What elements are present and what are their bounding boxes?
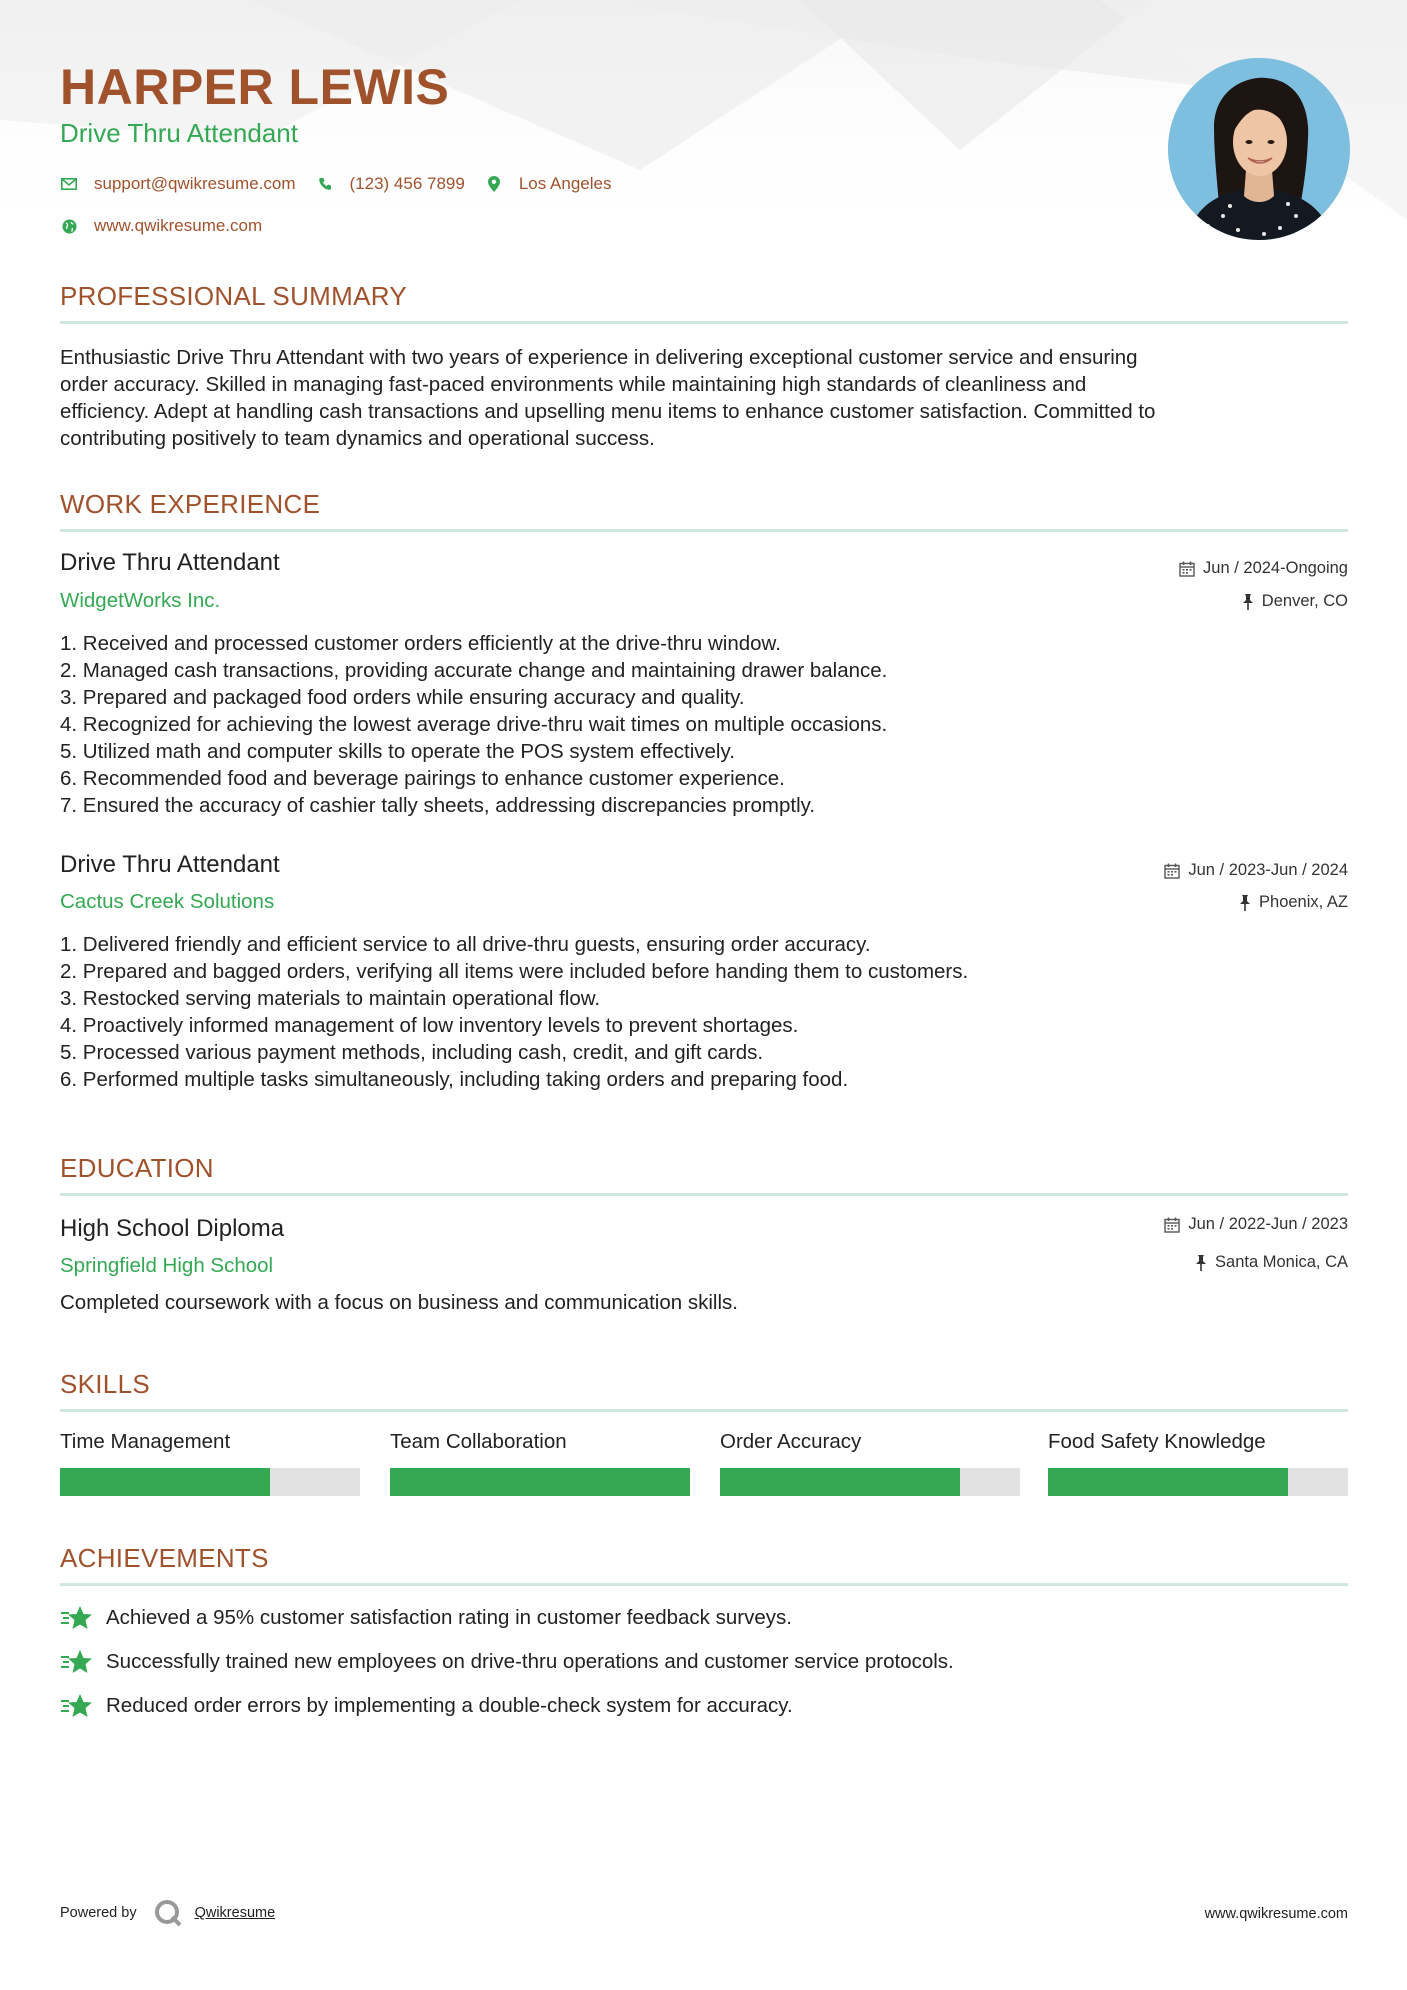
skill-label: Time Management xyxy=(60,1430,231,1453)
phone-icon xyxy=(316,175,334,193)
contact-line-1 xyxy=(60,172,631,196)
list-item: 6. Performed multiple tasks simultaneously, including taking orders and preparing food. xyxy=(60,1068,849,1091)
list-item: 1. Delivered friendly and efficient service to all drive-thru guests, ensuring order accuracy. xyxy=(60,933,871,956)
summary-line: efficiency. Adept at handling cash transactions and upselling menu items to enhance customer satisfaction. Committed to xyxy=(60,400,1156,423)
skill-item xyxy=(1048,1430,1348,1496)
skill-label: Food Safety Knowledge xyxy=(1048,1430,1266,1453)
achievement-text: Achieved a 95% customer satisfaction rating in customer feedback surveys. xyxy=(106,1606,792,1629)
skill-bar-fill xyxy=(60,1468,270,1496)
list-item: 6. Recommended food and beverage pairings to enhance customer experience. xyxy=(60,767,785,790)
school-name: Springfield High School xyxy=(60,1254,274,1277)
contact-line-2 xyxy=(60,214,631,238)
skill-item xyxy=(390,1430,690,1496)
section-divider xyxy=(60,321,1348,324)
summary-line: order accuracy. Skilled in managing fast-paced environments while maintaining high standards of cleanliness and xyxy=(60,373,1087,396)
star-achievement-icon xyxy=(60,1649,92,1675)
job-location xyxy=(1239,893,1348,912)
pushpin-icon xyxy=(1195,1255,1207,1271)
section-title-experience: WORK EXPERIENCE xyxy=(60,489,321,519)
globe-icon xyxy=(60,217,78,235)
achievement-text: Successfully trained new employees on drive-thru operations and customer service protocols. xyxy=(106,1650,954,1673)
contact-phone[interactable] xyxy=(316,174,465,194)
website-text[interactable]: www.qwikresume.com xyxy=(94,216,263,235)
education-description: Completed coursework with a focus on business and communication skills. xyxy=(60,1291,738,1314)
education-dates-text: Jun / 2022-Jun / 2023 xyxy=(1188,1215,1348,1233)
list-item: 2. Prepared and bagged orders, verifying all items were included before handing them to customers. xyxy=(60,960,969,983)
skill-item xyxy=(60,1430,360,1496)
job-location xyxy=(1242,592,1348,611)
summary-line: Enthusiastic Drive Thru Attendant with two years of experience in delivering exceptional customer service and ensuring xyxy=(60,346,1138,369)
achievement-item xyxy=(60,1649,954,1675)
list-item: 3. Prepared and packaged food orders while ensuring accuracy and quality. xyxy=(60,686,745,709)
pushpin-icon xyxy=(1242,594,1254,610)
list-item: 3. Restocked serving materials to maintain operational flow. xyxy=(60,987,601,1010)
degree-title: High School Diploma xyxy=(60,1215,285,1242)
skill-bar xyxy=(60,1468,360,1496)
list-item: 4. Recognized for achieving the lowest average drive-thru wait times on multiple occasions. xyxy=(60,713,888,736)
job-dates xyxy=(1164,861,1348,880)
job-location-text: Denver, CO xyxy=(1261,592,1348,610)
calendar-icon xyxy=(1179,561,1195,577)
star-achievement-icon xyxy=(60,1605,92,1631)
map-pin-icon xyxy=(485,175,503,193)
section-title-summary: PROFESSIONAL SUMMARY xyxy=(60,281,407,311)
education-location xyxy=(1195,1253,1348,1272)
company-name: Cactus Creek Solutions xyxy=(60,890,275,913)
envelope-icon xyxy=(60,175,78,193)
skill-item xyxy=(720,1430,1020,1496)
job-dates-text: Jun / 2023-Jun / 2024 xyxy=(1188,861,1348,879)
skill-bar xyxy=(390,1468,690,1496)
summary-line: contributing positively to team dynamics and operational success. xyxy=(60,427,655,450)
job-duties-list xyxy=(60,630,887,819)
section-divider xyxy=(60,1583,1348,1586)
skill-bar-fill xyxy=(390,1468,690,1496)
skill-bar xyxy=(1048,1468,1348,1496)
pushpin-icon xyxy=(1239,895,1251,911)
skill-bar-fill xyxy=(1048,1468,1288,1496)
email-text[interactable]: support@qwikresume.com xyxy=(94,174,296,193)
section-title-skills: SKILLS xyxy=(60,1369,150,1399)
achievement-item xyxy=(60,1605,792,1631)
list-item: 5. Utilized math and computer skills to operate the POS system effectively. xyxy=(60,740,735,763)
footer-website[interactable]: www.qwikresume.com xyxy=(1204,1906,1348,1922)
skill-label: Order Accuracy xyxy=(720,1430,862,1453)
profile-photo xyxy=(1168,58,1350,240)
contact-email[interactable] xyxy=(60,174,296,194)
skill-label: Team Collaboration xyxy=(390,1430,567,1453)
list-item: 4. Proactively informed management of low inventory levels to prevent shortages. xyxy=(60,1014,799,1037)
contact-location xyxy=(485,174,612,194)
phone-text[interactable]: (123) 456 7899 xyxy=(349,174,465,193)
qwikresume-link[interactable]: Qwikresume xyxy=(194,1905,276,1921)
job-duties-list xyxy=(60,931,968,1093)
job-title: Drive Thru Attendant xyxy=(60,549,280,576)
job-dates xyxy=(1179,559,1348,578)
candidate-role: Drive Thru Attendant xyxy=(60,118,298,148)
job-location-text: Phoenix, AZ xyxy=(1259,893,1348,911)
contact-block xyxy=(60,172,631,256)
achievement-item xyxy=(60,1693,793,1719)
star-achievement-icon xyxy=(60,1693,92,1719)
section-divider xyxy=(60,529,1348,532)
qwikresume-logo-icon xyxy=(153,1898,183,1928)
list-item: 5. Processed various payment methods, including cash, credit, and gift cards. xyxy=(60,1041,764,1064)
skill-bar-fill xyxy=(720,1468,960,1496)
list-item: 2. Managed cash transactions, providing accurate change and maintaining drawer balance. xyxy=(60,659,888,682)
job-dates-text: Jun / 2024-Ongoing xyxy=(1203,559,1348,577)
location-text: Los Angeles xyxy=(518,174,612,193)
powered-by-label: Powered by xyxy=(60,1905,137,1921)
calendar-icon xyxy=(1164,863,1180,879)
skill-bar xyxy=(720,1468,1020,1496)
achievement-text: Reduced order errors by implementing a double-check system for accuracy. xyxy=(106,1694,793,1717)
company-name: WidgetWorks Inc. xyxy=(60,589,221,612)
education-dates xyxy=(1164,1215,1348,1234)
section-title-achievements: ACHIEVEMENTS xyxy=(60,1543,269,1573)
candidate-name: HARPER LEWIS xyxy=(60,59,450,115)
list-item: 1. Received and processed customer orders efficiently at the drive-thru window. xyxy=(60,632,781,655)
section-divider xyxy=(60,1193,1348,1196)
education-location-text: Santa Monica, CA xyxy=(1215,1253,1348,1271)
calendar-icon xyxy=(1164,1217,1180,1233)
contact-website[interactable] xyxy=(60,216,262,236)
job-title: Drive Thru Attendant xyxy=(60,851,280,878)
footer-powered-by xyxy=(60,1898,275,1928)
list-item: 7. Ensured the accuracy of cashier tally sheets, addressing discrepancies promptly. xyxy=(60,794,816,817)
summary-paragraph xyxy=(60,344,1348,452)
section-title-education: EDUCATION xyxy=(60,1153,214,1183)
section-divider xyxy=(60,1409,1348,1412)
